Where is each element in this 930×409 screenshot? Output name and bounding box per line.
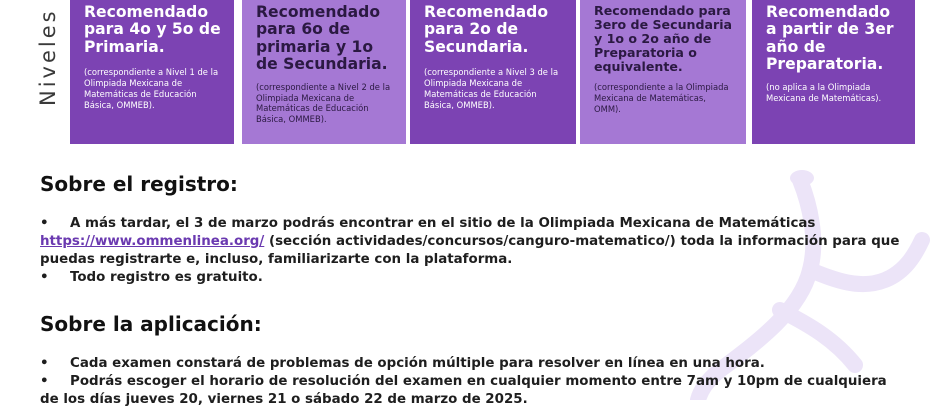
level-card-5-heading: Recomendado a partir de 3er año de Preparatoria. — [766, 3, 894, 74]
application-section-title: Sobre la aplicación: — [40, 312, 262, 336]
application-bullet-1 — [40, 355, 900, 373]
level-card-1-note: (correspondiente a Nivel 1 de la Olimpiada Mexicana de Matemáticas de Educación Básica, OMMEB). — [84, 67, 219, 110]
bullet-glyph: • — [40, 374, 49, 389]
level-card-5 — [752, 0, 915, 144]
levels-side-text: Niveles — [36, 8, 60, 106]
level-card-1 — [70, 0, 234, 144]
registration-bullet-1-text: A más tardar, el 3 de marzo podrás encontrar en el sitio de la Olimpiada Mexicana de Matemáticas — [70, 216, 816, 231]
level-card-3-note: (correspondiente a Nivel 3 de la Olimpiada Mexicana de Matemáticas de Educación Básica, OMMEB). — [424, 67, 559, 110]
application-bullet-2-text: Podrás escoger el horario de resolución del examen en cualquier momento entre 7am y 10pm de cualquiera de los días jueves 20, viernes 21 o sábado 22 de marzo de 2025. — [40, 374, 887, 408]
registration-bullet-2 — [40, 269, 900, 287]
application-bullet-1-text: Cada examen constará de problemas de opción múltiple para resolver en línea en una hora. — [70, 356, 765, 371]
level-card-4-note: (correspondiente a la Olimpiada Mexicana de Matemáticas, OMM). — [594, 82, 729, 114]
bullet-glyph: • — [40, 216, 49, 231]
level-card-4 — [580, 0, 746, 144]
level-card-2 — [242, 0, 406, 144]
ommenlinea-link[interactable]: https://www.ommenlinea.org/ — [40, 234, 265, 250]
level-card-4-heading: Recomendado para 3ero de Secundaria y 1o o 2o año de Preparatoria o equivalente. — [594, 3, 733, 75]
level-card-3-heading: Recomendado para 2o de Secundaria. — [424, 3, 549, 56]
registration-bullet-1 — [40, 215, 900, 269]
level-card-2-note: (correspondiente a Nivel 2 de la Olimpiada Mexicana de Matemáticas de Educación Básica, OMMEB). — [256, 81, 391, 125]
level-card-1-heading: Recomendado para 4o y 5o de Primaria. — [84, 3, 221, 56]
bullet-glyph: • — [40, 270, 49, 285]
application-bullet-2 — [40, 373, 900, 409]
registration-bullet-2-text: Todo registro es gratuito. — [70, 270, 263, 285]
registration-section-title: Sobre el registro: — [40, 172, 238, 196]
level-card-3 — [410, 0, 576, 144]
levels-side-label — [32, 0, 66, 108]
level-card-5-note: (no aplica a la Olimpiada Mexicana de Matemáticas). — [766, 81, 882, 103]
bullet-glyph: • — [40, 356, 49, 371]
level-card-2-heading: Recomendado para 6o de primaria y 1o de Secundaria. — [256, 3, 388, 74]
registration-bullet-1-continuation: (sección actividades/concursos/canguro-matematico/) toda la información para que puedas registrarte e, incluso, familiarizarte con la plataforma. — [40, 234, 900, 268]
